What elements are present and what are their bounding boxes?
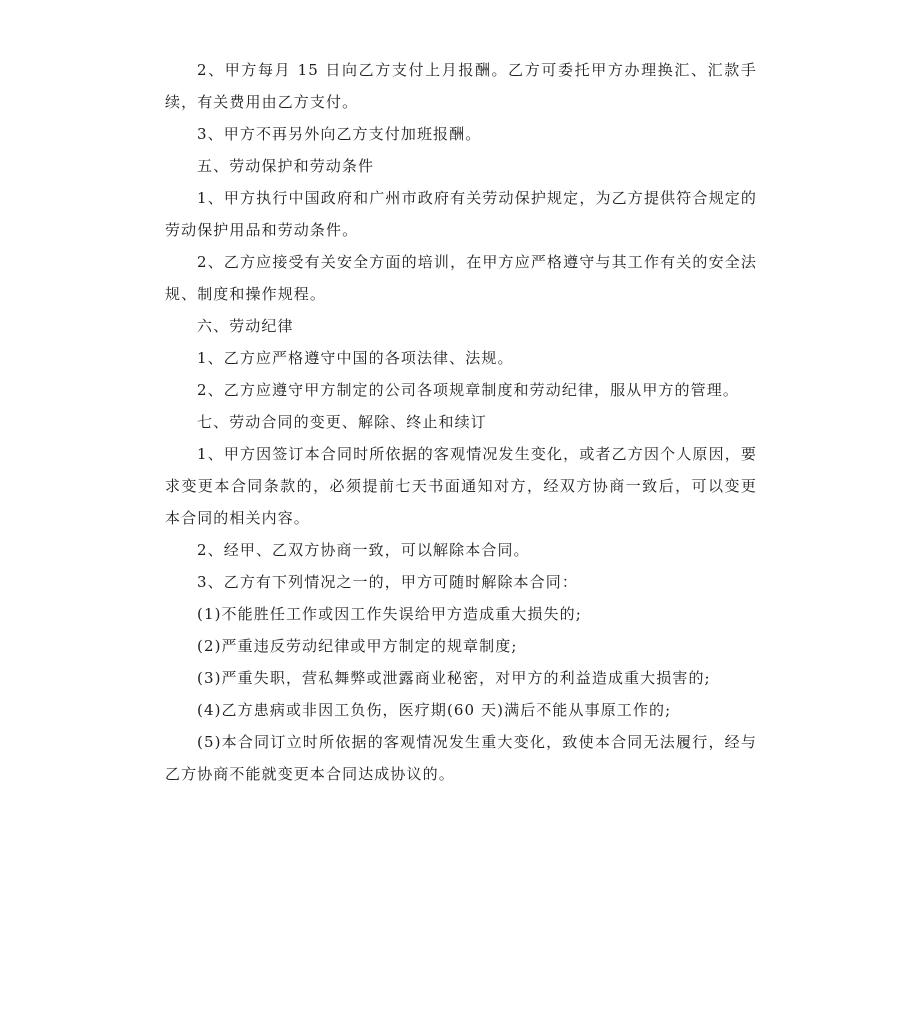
paragraph-termination-conditions: 3、乙方有下列情况之一的，甲方可随时解除本合同： bbox=[197, 573, 578, 591]
paragraph-contract-modification: 1、甲方因签订本合同时所依据的客观情况发生变化，或者乙方因个人原因，要求变更本合同条款的，必须提前七天书面通知对方，经双方协商一致后，可以变更本合同的相关内容。 bbox=[165, 445, 757, 527]
paragraph-obey-laws: 1、乙方应严格遵守中国的各项法律、法规。 bbox=[197, 349, 514, 367]
section-heading-labor-protection: 五、劳动保护和劳动条件 bbox=[197, 157, 375, 175]
paragraph-safety-training: 2、乙方应接受有关安全方面的培训，在甲方应严格遵守与其工作有关的安全法规、制度和操作规程。 bbox=[165, 253, 757, 303]
section-heading-contract-changes: 七、劳动合同的变更、解除、终止和续订 bbox=[197, 413, 487, 431]
paragraph-no-overtime: 3、甲方不再另外向乙方支付加班报酬。 bbox=[197, 125, 482, 143]
paragraph-payment-date: 2、甲方每月 15 日向乙方支付上月报酬。乙方可委托甲方办理换汇、汇款手续，有关费用由乙方支付。 bbox=[165, 61, 757, 111]
list-item-condition-3: (3)严重失职，营私舞弊或泄露商业秘密，对甲方的利益造成重大损害的; bbox=[197, 669, 711, 687]
document-body bbox=[165, 54, 757, 790]
paragraph-mutual-termination: 2、经甲、乙双方协商一致，可以解除本合同。 bbox=[197, 541, 530, 559]
section-heading-labor-discipline: 六、劳动纪律 bbox=[197, 317, 294, 335]
list-item-condition-5: (5)本合同订立时所依据的客观情况发生重大变化，致使本合同无法履行，经与乙方协商不能就变更本合同达成协议的。 bbox=[165, 733, 757, 783]
paragraph-protection-rules: 1、甲方执行中国政府和广州市政府有关劳动保护规定，为乙方提供符合规定的劳动保护用品和劳动条件。 bbox=[165, 189, 757, 239]
list-item-condition-4: (4)乙方患病或非因工负伤，医疗期(60 天)满后不能从事原工作的; bbox=[197, 701, 672, 719]
list-item-condition-1: (1)不能胜任工作或因工作失误给甲方造成重大损失的; bbox=[197, 605, 582, 623]
list-item-condition-2: (2)严重违反劳动纪律或甲方制定的规章制度; bbox=[197, 637, 518, 655]
paragraph-obey-company-rules: 2、乙方应遵守甲方制定的公司各项规章制度和劳动纪律，服从甲方的管理。 bbox=[197, 381, 739, 399]
